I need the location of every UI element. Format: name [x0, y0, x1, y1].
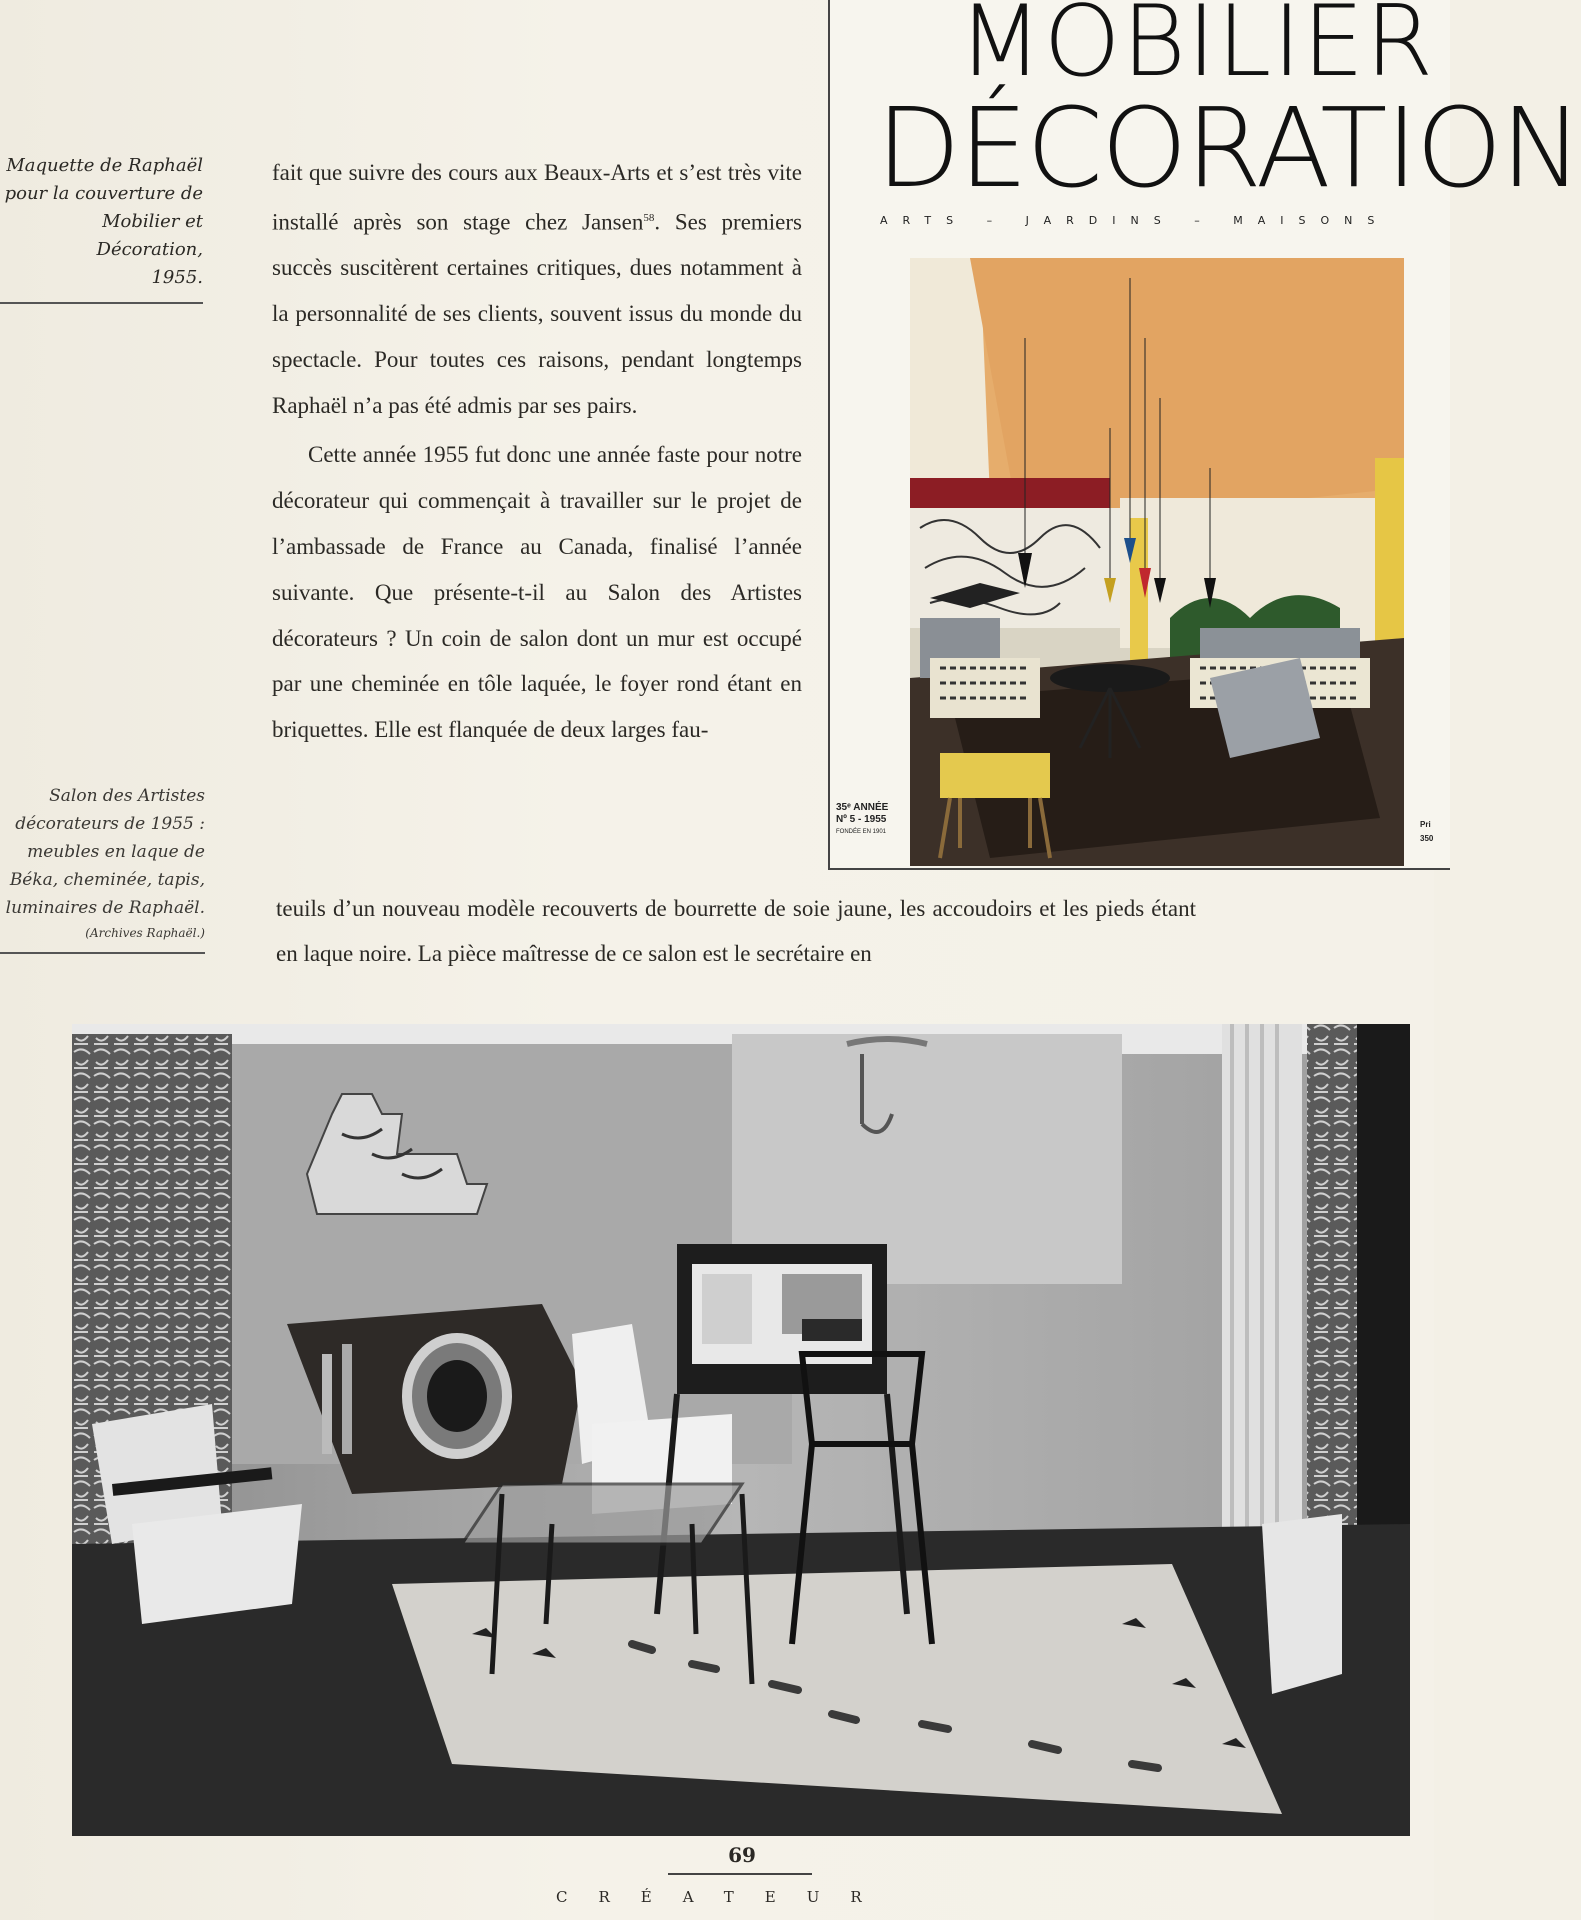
caption-line: décorateurs de 1955 : [15, 814, 205, 834]
magazine-title-line1: MOBILIER [958, 0, 1435, 99]
body-paragraph-2-continued: teuils d’un nouveau modèle recouverts de bourrette de soie jaune, les accoudoirs et les pieds étant en laque noire. La pièce maîtresse de ce salon est le secrétaire en [276, 896, 1196, 966]
magazine-cover [828, 0, 1581, 870]
body-paragraph-1 [272, 150, 802, 428]
caption-line: Béka, cheminée, tapis, [9, 870, 205, 890]
body-column [272, 150, 802, 753]
footnote-reference: 58 [643, 211, 655, 224]
caption-line: Salon des Artistes [49, 786, 205, 806]
issue-price [1420, 818, 1433, 846]
body-paragraph-2: Cette année 1955 fut donc une année faste pour notre décorateur qui commençait à travailler sur le projet de l’ambassade de France au Canada, finalisé l’année suivante. Que présente-t-il au Salon des Artistes décorateurs ? Un coin de salon dont un mur est occupé par une cheminée en tôle laquée, le foyer rond étant en briquettes. Elle est flanquée de deux larges fau- [272, 442, 802, 743]
cover-illustration [910, 258, 1404, 866]
paragraph-text: fait que suivre des cours aux Beaux-Arts et s’est très vite installé après son stage chez Jansen [272, 160, 802, 235]
photo-credit: (Archives Raphaël.) [85, 926, 205, 940]
caption-rule [0, 952, 205, 954]
caption-line: meubles en laque de [27, 842, 205, 862]
issue-number: Nº 5 - 1955 [836, 814, 887, 825]
caption-rule [0, 302, 203, 304]
body-wide-text [276, 886, 1196, 976]
caption-line: 1955. [151, 267, 203, 288]
price-label: Pri [1420, 820, 1431, 829]
salon-photograph [72, 1024, 1410, 1836]
issue-year: 35ᵉ ANNÉE [836, 802, 889, 813]
issue-info [836, 802, 888, 838]
footer-rule [668, 1873, 812, 1875]
caption-line: Maquette de Raphaël [6, 155, 203, 176]
caption-line: luminaires de Raphaël. [5, 898, 205, 918]
magazine-subtitle: ARTS – JARDINS – MAISONS [880, 214, 1390, 227]
issue-founded: FONDÉE EN 1901 [836, 829, 887, 835]
caption-line: pour la couverture de [4, 183, 203, 204]
cover-caption [0, 152, 203, 304]
paragraph-text: . Ses premiers succès suscitèrent certaines critiques, dues notamment à la personnalité de ses clients, souvent issus du monde du spectacle. Pour toutes ces raisons, pendant longtemps Raphaël n’a pas été admis par ses pairs. [272, 209, 803, 418]
magazine-title-line2: DÉCORATION [876, 84, 1581, 212]
caption-line: Mobilier et Décoration, [96, 211, 203, 260]
page-number: 69 [728, 1843, 756, 1867]
photo-caption [0, 782, 205, 954]
price-value: 350 [1420, 834, 1434, 843]
section-label: CRÉATEUR [556, 1888, 893, 1906]
